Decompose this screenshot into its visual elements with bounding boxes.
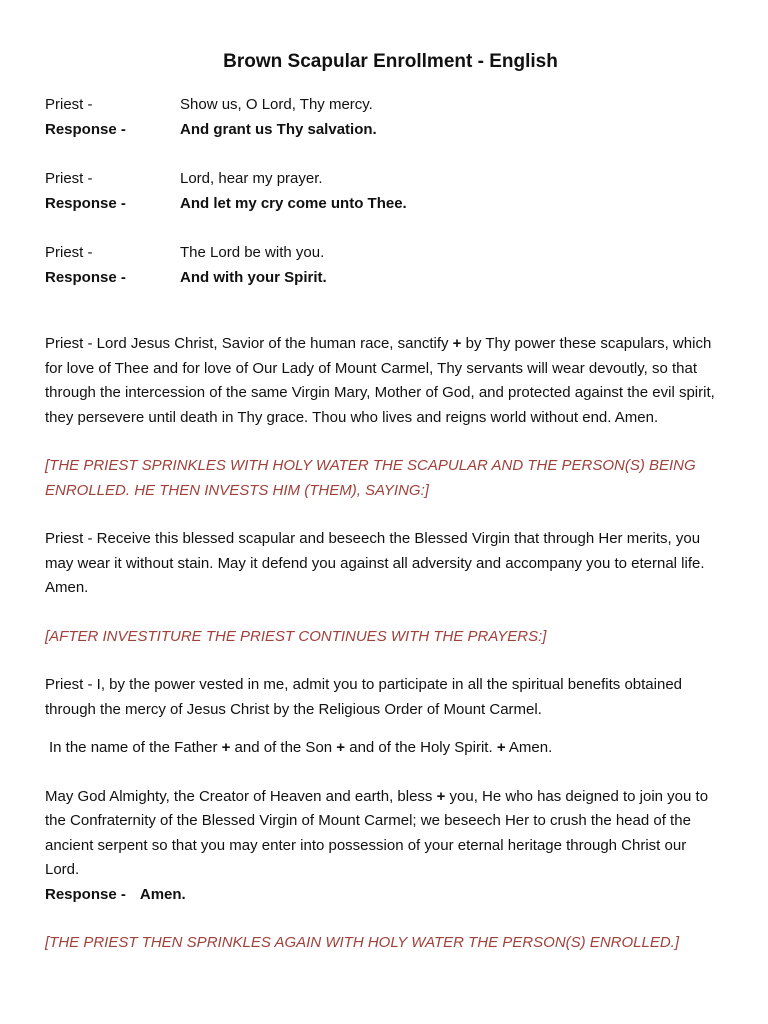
versicle-pair-2 <box>45 167 724 216</box>
response-line <box>45 118 724 143</box>
admission-prayer: Priest - I, by the power vested in me, admit you to participate in all the spiritual benefits obtained through the mercy of Jesus Christ by the Religious Order of Mount Carmel. <box>45 676 683 718</box>
priest-text: Show us, O Lord, Thy mercy. <box>180 96 373 113</box>
priest-line <box>45 93 724 118</box>
blessing-text-2: by Thy power these scapulars, which for love of Thee and for love of Our Lady of Mount Carmel, Thy servants will wear devoutly, so that through the intercession of the same Virgin Mary, Mother of God, and protected against the evil spirit, they persevere until death in Thy grace. Thou who lives and reigns world without end. Amen. <box>45 335 715 426</box>
versicle-pair-3 <box>45 241 724 290</box>
blessing-of-scapulars <box>45 332 724 430</box>
priest-line <box>45 241 724 266</box>
final-response <box>45 883 724 908</box>
response-text: Amen. <box>139 885 186 903</box>
document-title: Brown Scapular Enrollment - English <box>223 51 558 72</box>
trinity-text-4: Amen. <box>505 739 553 756</box>
response-text: And with your Spirit. <box>180 268 327 286</box>
rubric-final-sprinkling: [THE PRIEST THEN SPRINKLES AGAIN WITH HOLY WATER THE PERSON(S) ENROLLED.] <box>45 934 680 951</box>
response-text: And let my cry come unto Thee. <box>180 194 407 212</box>
versicle-pair-1 <box>45 93 724 142</box>
response-label: Response - <box>45 268 126 286</box>
response-text: And grant us Thy salvation. <box>180 120 377 138</box>
priest-line <box>45 167 724 192</box>
final-blessing <box>45 785 724 883</box>
versicles-section <box>45 93 724 290</box>
priest-label: Priest - <box>45 96 93 113</box>
investiture-prayer: Priest - Receive this blessed scapular and beseech the Blessed Virgin that through Her merits, you may wear it without stain. May it defend you against all adversity and accompany you to eternal life. Amen. <box>45 530 705 596</box>
cross-sign: + <box>336 739 346 756</box>
priest-text: Lord, hear my prayer. <box>180 170 323 187</box>
response-label: Response - <box>45 120 126 138</box>
cross-sign: + <box>452 335 462 352</box>
response-line <box>45 266 724 291</box>
cross-sign: + <box>436 787 446 805</box>
response-label: Response - <box>45 885 126 903</box>
trinity-text-1: In the name of the Father <box>49 739 222 756</box>
final-blessing-text-2: you, He who has deigned to join you to the Confraternity of the Blessed Virgin of Mount Carmel; we beseech Her to crush the head of the ancient serpent so that you may enter into possession of your eternal heritage through Christ our Lord. <box>45 787 709 878</box>
response-line <box>45 192 724 217</box>
priest-label: Priest - <box>45 170 93 187</box>
priest-text: The Lord be with you. <box>180 244 325 261</box>
response-label: Response - <box>45 194 126 212</box>
cross-sign: + <box>221 739 231 756</box>
final-blessing-text-1: May God Almighty, the Creator of Heaven and earth, bless <box>45 787 437 805</box>
rubric-sprinkling: [THE PRIEST SPRINKLES WITH HOLY WATER THE SCAPULAR AND THE PERSON(S) BEING ENROLLED. HE THEN INVESTS HIM (THEM), SAYING:] <box>45 457 696 499</box>
rubric-after-investiture: [AFTER INVESTITURE THE PRIEST CONTINUES WITH THE PRAYERS:] <box>45 627 547 645</box>
blessing-text-1: Priest - Lord Jesus Christ, Savior of the human race, sanctify <box>45 335 453 352</box>
cross-sign: + <box>496 739 506 756</box>
trinitarian-formula <box>45 736 724 761</box>
trinity-text-2: and of the Son <box>230 739 337 756</box>
priest-label: Priest - <box>45 244 93 261</box>
trinity-text-3: and of the Holy Spirit. <box>345 739 497 756</box>
